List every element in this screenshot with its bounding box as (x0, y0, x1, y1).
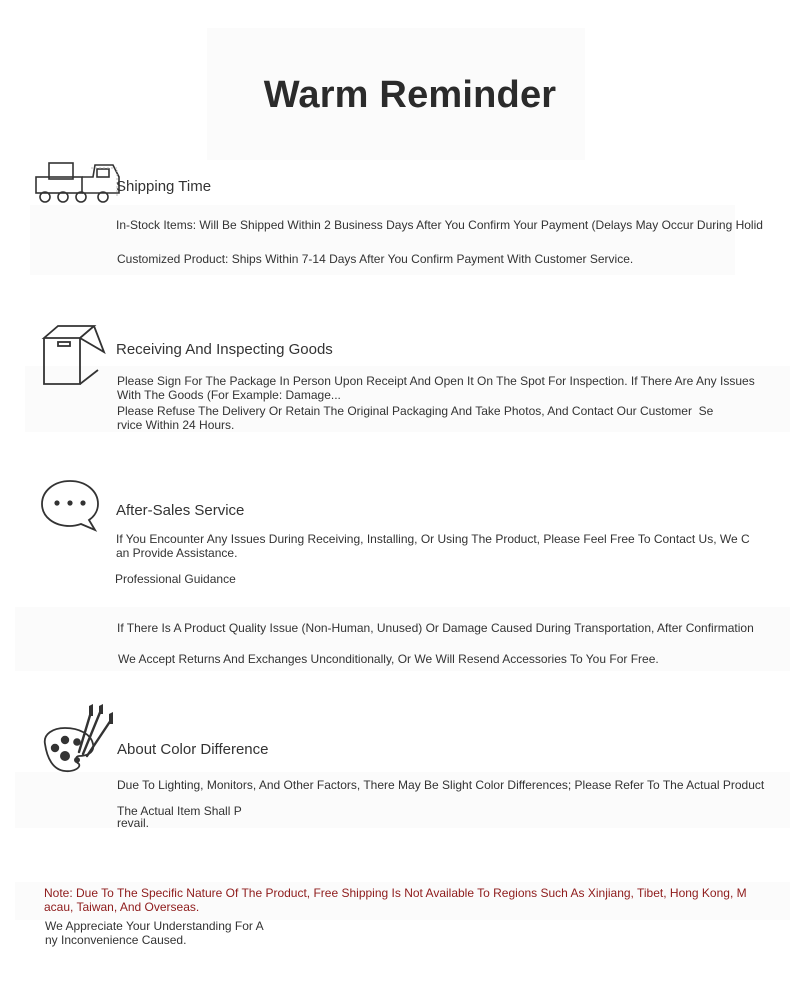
page-title: Warm Reminder (263, 74, 557, 116)
shipping-line-instock: In-Stock Items: Will Be Shipped Within 2 Business Days After You Confirm Your Payment (Delays May Occur During Holid (116, 218, 763, 232)
chat-bubble-icon (39, 478, 103, 534)
aftersales-heading: After-Sales Service (116, 502, 245, 519)
shipping-heading: Shipping Time (116, 178, 212, 195)
color-heading: About Color Difference (117, 741, 269, 758)
color-line-prevail: The Actual Item Shall Prevail. (117, 804, 242, 830)
box-icon (40, 322, 112, 388)
truck-icon (33, 160, 125, 208)
receiving-para-sign: Please Sign For The Package In Person Upon Receipt And Open It On The Spot For Inspection. If There Are Any Issues With The Goods (For Example: Damage... (117, 374, 755, 402)
receiving-para-refuse: Please Refuse The Delivery Or Retain The Original Packaging And Take Photos, And Contact Our Customer Service Within 24 Hours. (117, 404, 714, 432)
footer-note: Note: Due To The Specific Nature Of The Product, Free Shipping Is Not Available To Regions Such As Xinjiang, Tibet, Hong Kong, Macau, Taiwan, And Overseas. (44, 886, 747, 914)
footer-thanks: We Appreciate Your Understanding For Any Inconvenience Caused. (45, 919, 264, 947)
color-line-lighting: Due To Lighting, Monitors, And Other Factors, There May Be Slight Color Differences; Please Refer To The Actual Product (117, 778, 765, 792)
aftersales-returns: We Accept Returns And Exchanges Unconditionally, Or We Will Resend Accessories To You For Free. (118, 652, 659, 666)
palette-icon (39, 702, 117, 774)
aftersales-quality: If There Is A Product Quality Issue (Non-Human, Unused) Or Damage Caused During Transportation, After Confirmation (117, 621, 754, 635)
aftersales-para-contact: If You Encounter Any Issues During Receiving, Installing, Or Using The Product, Please Feel Free To Contact Us, We Can Provide Assistance. (116, 532, 750, 560)
receiving-heading: Receiving And Inspecting Goods (116, 341, 333, 358)
shipping-line-customized: Customized Product: Ships Within 7-14 Days After You Confirm Payment With Customer Service. (117, 252, 634, 266)
aftersales-guidance: Professional Guidance (115, 572, 236, 586)
